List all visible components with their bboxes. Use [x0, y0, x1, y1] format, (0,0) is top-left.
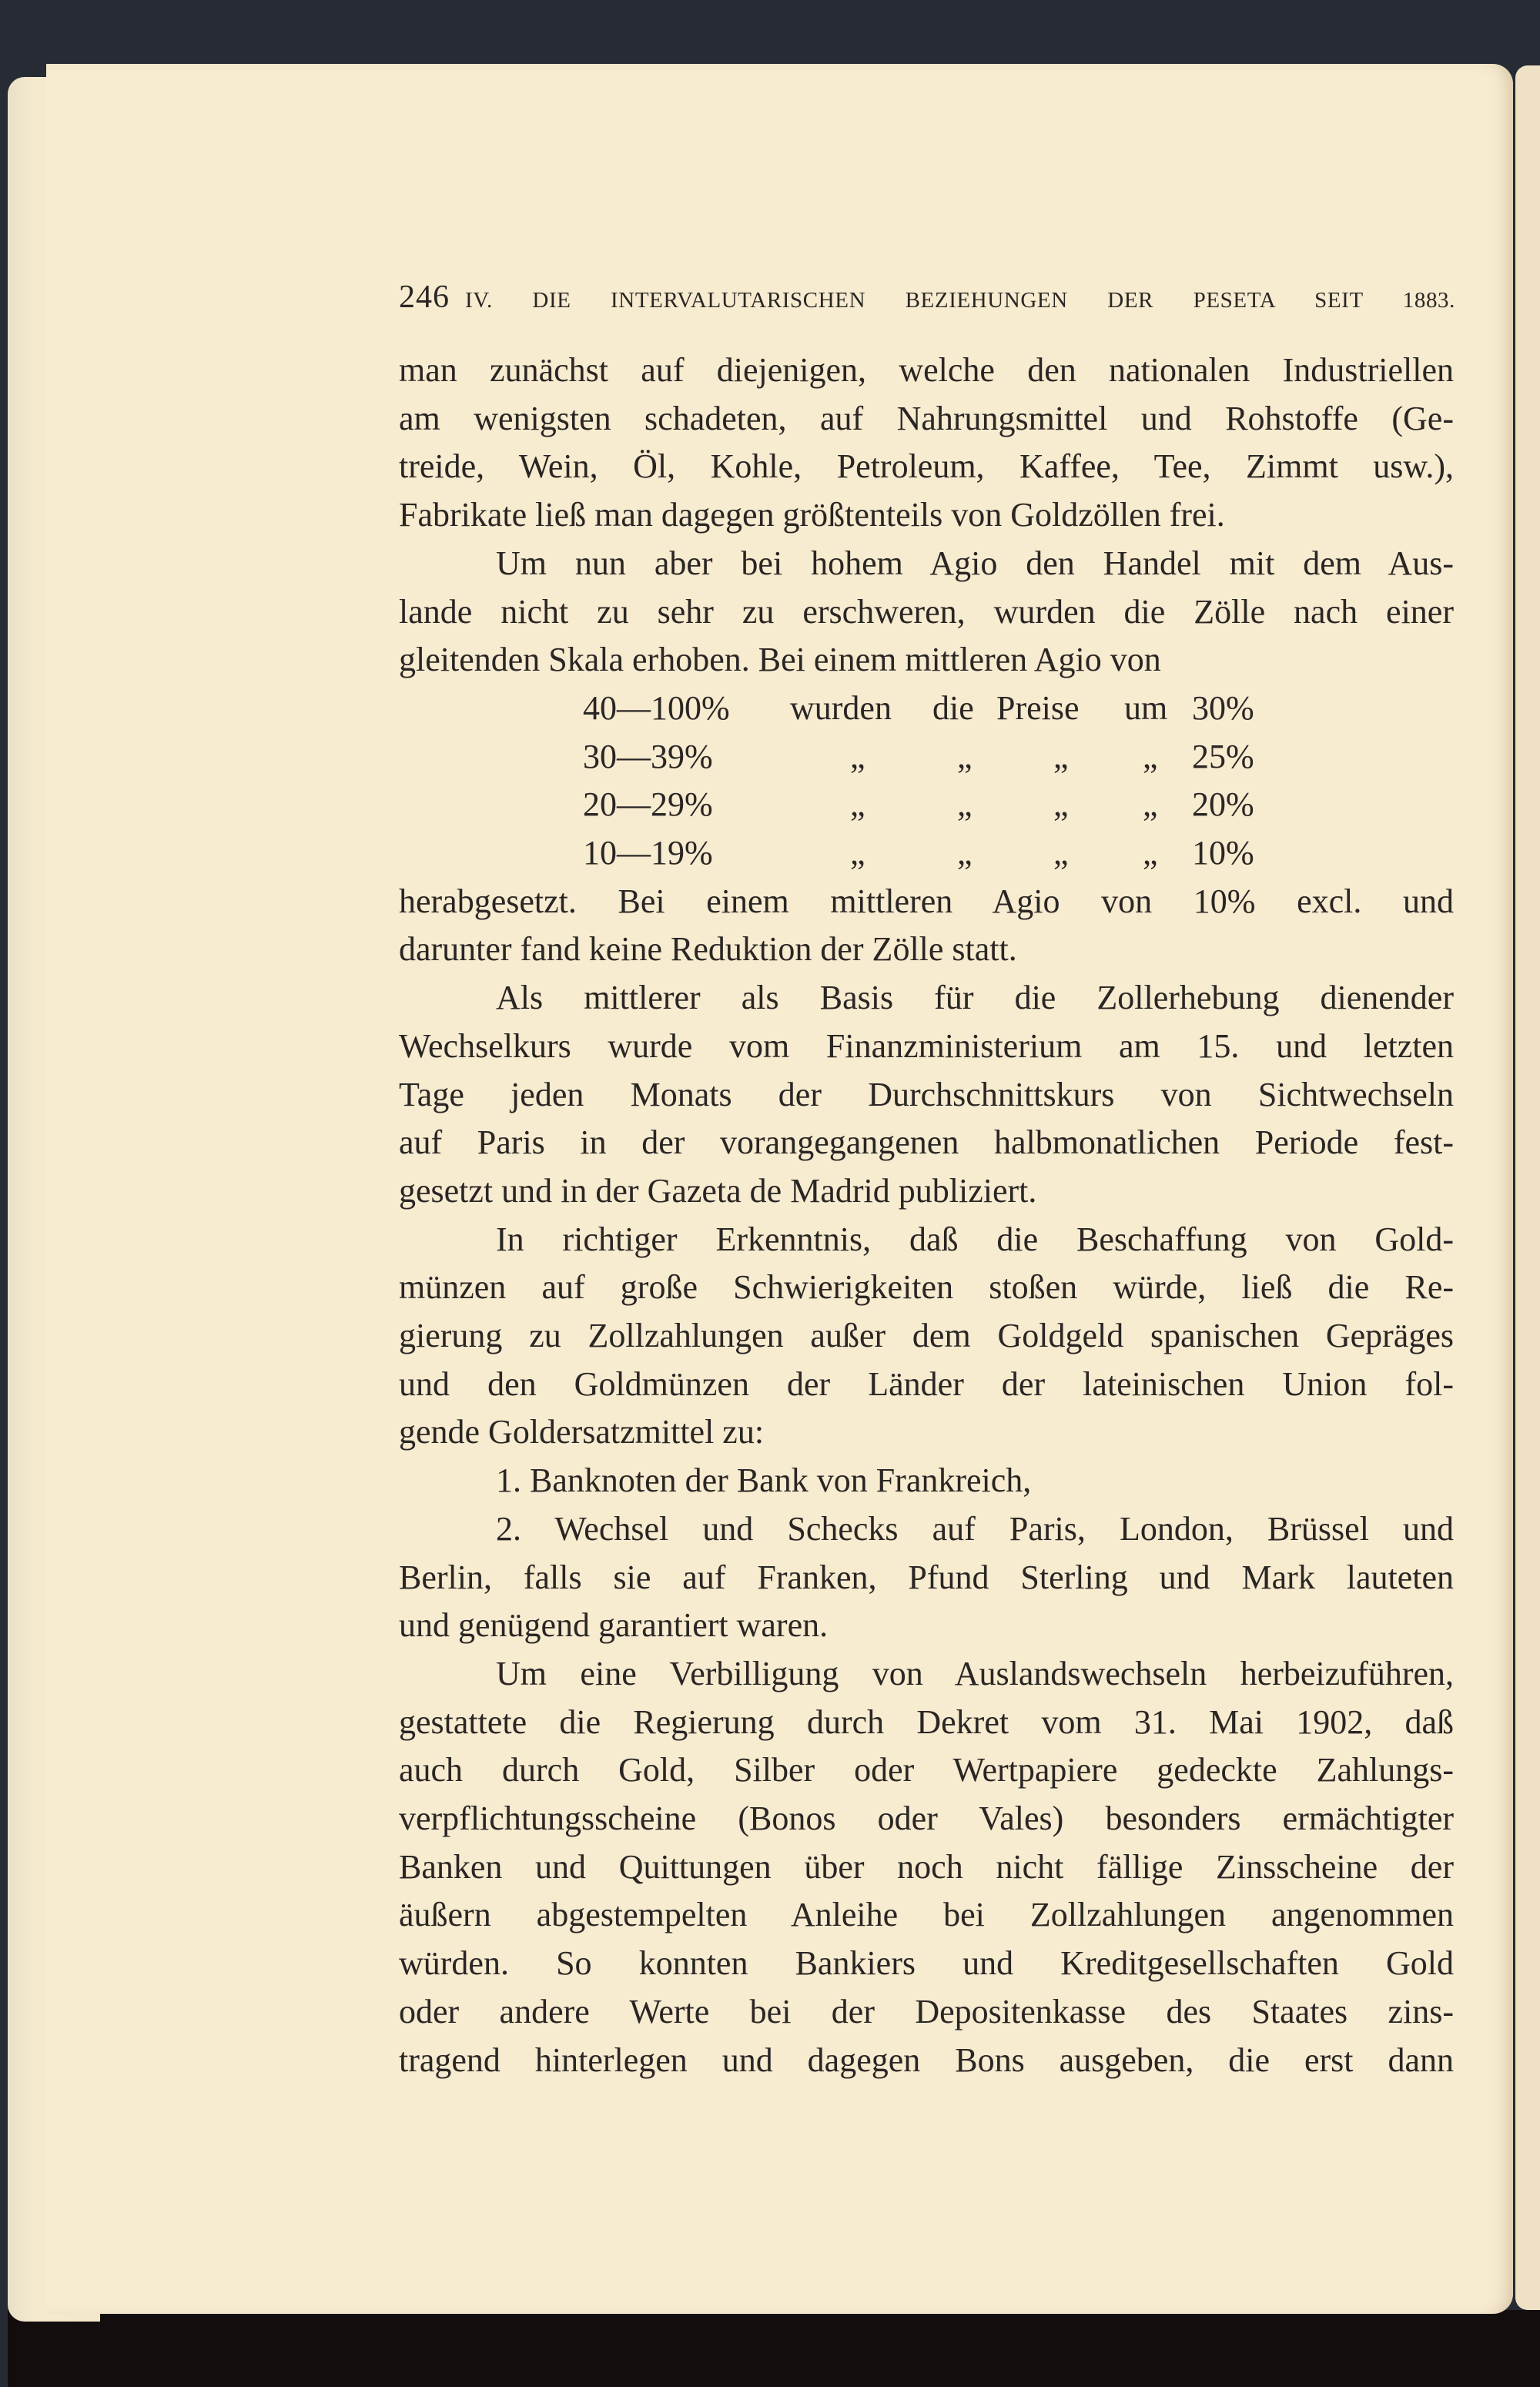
scan-background-shadow: [8, 2310, 1540, 2387]
text-line: herabgesetzt. Bei einem mittleren Agio von 10% excl. und: [399, 882, 1454, 920]
table-cell: wurden: [790, 688, 892, 727]
text-line: auch durch Gold, Silber oder Wertpapiere gedeckte Zahlungs-: [399, 1751, 1454, 1789]
text-line: Berlin, falls sie auf Franken, Pfund Sterling und Mark lauteten: [399, 1558, 1454, 1596]
table-cell: „: [1053, 785, 1069, 824]
table-cell: „: [850, 785, 865, 824]
text-line: und genügend garantiert waren.: [399, 1606, 829, 1645]
running-header: [399, 279, 1455, 322]
next-page-edge: [1515, 65, 1540, 2310]
reduction-rate: 20%: [1192, 785, 1254, 824]
table-cell: „: [850, 834, 865, 872]
agio-range: 20—29%: [583, 785, 713, 824]
text-line: man zunächst auf diejenigen, welche den nationalen Industriellen: [399, 351, 1454, 389]
reduction-rate: 25%: [1192, 737, 1254, 775]
text-line: münzen auf große Schwierigkeiten stoßen würde, ließ die Re-: [399, 1268, 1454, 1307]
table-cell: „: [850, 737, 865, 775]
text-line: treide, Wein, Öl, Kohle, Petroleum, Kaffee, Tee, Zimmt usw.),: [399, 447, 1454, 486]
text-line: Banken und Quittungen über noch nicht fällige Zinsscheine der: [399, 1847, 1454, 1886]
text-line: gleitenden Skala erhoben. Bei einem mittleren Agio von: [399, 641, 1161, 679]
table-cell: „: [957, 737, 973, 775]
table-cell: um: [1124, 688, 1168, 727]
text-line: Tage jeden Monats der Durchschnittskurs von Sichtwechseln: [399, 1075, 1454, 1113]
agio-range: 40—100%: [583, 688, 730, 727]
table-cell: „: [1143, 785, 1158, 824]
reduction-rate: 30%: [1192, 688, 1254, 727]
running-title: IV. DIE INTERVALUTARISCHEN BEZIEHUNGEN DER PESETA SEIT 1883.: [465, 288, 1455, 313]
text-line: lande nicht zu sehr zu erschweren, wurden die Zölle nach einer: [399, 592, 1454, 631]
text-line: 1. Banknoten der Bank von Frankreich,: [496, 1461, 1032, 1500]
table-cell: „: [1143, 834, 1158, 872]
table-cell: „: [1143, 737, 1158, 775]
text-line: würden. So konnten Bankiers und Kreditgesellschaften Gold: [399, 1944, 1454, 1983]
text-line: tragend hinterlegen und dagegen Bons ausgeben, die erst dann: [399, 2040, 1454, 2079]
reduction-rate: 10%: [1192, 834, 1254, 872]
text-line: Als mittlerer als Basis für die Zollerhebung dienender: [496, 979, 1454, 1017]
text-line: gende Goldersatzmittel zu:: [399, 1413, 765, 1451]
text-line: äußern abgestempelten Anleihe bei Zollzahlungen angenommen: [399, 1896, 1454, 1934]
text-line: Wechselkurs wurde vom Finanzministerium am 15. und letzten: [399, 1026, 1454, 1065]
text-line: auf Paris in der vorangegangenen halbmonatlichen Periode fest-: [399, 1123, 1454, 1162]
text-line: Fabrikate ließ man dagegen größtenteils von Goldzöllen frei.: [399, 496, 1225, 534]
text-line: verpflichtungsscheine (Bonos oder Vales) besonders ermächtigter: [399, 1799, 1454, 1837]
table-cell: „: [957, 785, 973, 824]
table-cell: „: [957, 834, 973, 872]
text-line: gierung zu Zollzahlungen außer dem Goldgeld spanischen Gepräges: [399, 1317, 1454, 1354]
agio-range: 10—19%: [583, 834, 713, 872]
text-line: In richtiger Erkenntnis, daß die Beschaffung von Gold-: [496, 1220, 1454, 1258]
text-line: gesetzt und in der Gazeta de Madrid publiziert.: [399, 1171, 1037, 1210]
text-line: oder andere Werte bei der Depositenkasse des Staates zins-: [399, 1992, 1454, 2030]
text-line: gestattete die Regierung durch Dekret vom 31. Mai 1902, daß: [399, 1702, 1454, 1741]
text-line: 2. Wechsel und Schecks auf Paris, London, Brüssel und: [496, 1509, 1454, 1548]
text-line: und den Goldmünzen der Länder der lateinischen Union fol-: [399, 1364, 1454, 1403]
text-line: Um nun aber bei hohem Agio den Handel mit dem Aus-: [496, 544, 1454, 582]
agio-range: 30—39%: [583, 737, 713, 775]
page-number: 246: [399, 280, 450, 315]
table-cell: „: [1053, 737, 1069, 775]
text-line: darunter fand keine Reduktion der Zölle statt.: [399, 930, 1017, 969]
text-line: am wenigsten schadeten, auf Nahrungsmittel und Rohstoffe (Ge-: [399, 399, 1454, 437]
text-line: Um eine Verbilligung von Auslandswechseln herbeizuführen,: [496, 1654, 1454, 1692]
table-cell: „: [1053, 834, 1069, 872]
table-cell: Preise: [996, 688, 1080, 727]
table-cell: die: [932, 688, 974, 727]
